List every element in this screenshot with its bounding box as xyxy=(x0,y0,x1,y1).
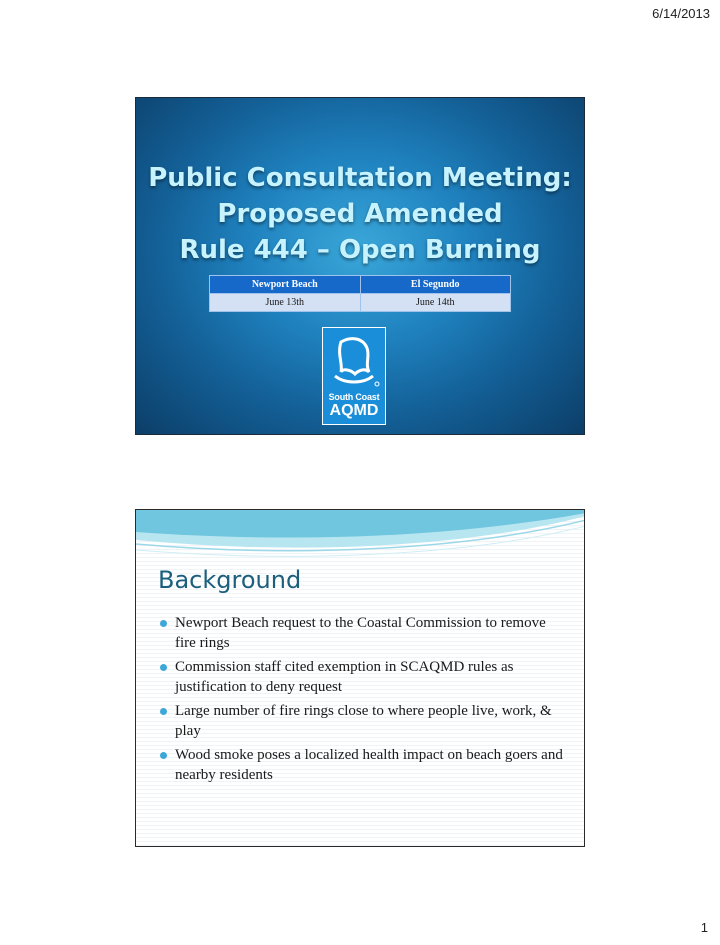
bullet-text: Commission staff cited exemption in SCAQMD rules as justification to deny request xyxy=(175,659,514,695)
bullet-dot-icon xyxy=(160,620,167,627)
bullet-dot-icon xyxy=(160,708,167,715)
bullet-dot-icon xyxy=(160,752,167,759)
bullet-item xyxy=(158,657,568,697)
bullet-list xyxy=(158,613,568,789)
meeting-schedule-table xyxy=(209,275,511,312)
title-line-3: Rule 444 – Open Burning xyxy=(179,235,541,265)
title-line-2: Proposed Amended xyxy=(217,199,503,229)
bullet-item xyxy=(158,745,568,785)
title-line-1: Public Consultation Meeting: xyxy=(148,163,572,193)
aqmd-bird-icon xyxy=(323,328,385,392)
bullet-text: Large number of fire rings close to where people live, work, & play xyxy=(175,703,552,739)
bullet-item xyxy=(158,613,568,653)
bullet-dot-icon xyxy=(160,664,167,671)
slide-background xyxy=(135,509,585,847)
bullet-text: Newport Beach request to the Coastal Commission to remove fire rings xyxy=(175,615,546,651)
bullet-text: Wood smoke poses a localized health impact on beach goers and nearby residents xyxy=(175,747,563,783)
page-date: 6/14/2013 xyxy=(652,6,710,21)
schedule-header-newport-beach: Newport Beach xyxy=(210,276,361,294)
slide-header-swoosh xyxy=(136,510,585,570)
page-number: 1 xyxy=(700,920,708,935)
schedule-date-el-segundo: June 14th xyxy=(360,294,511,312)
logo-text-south-coast: South Coast xyxy=(328,392,380,402)
schedule-header-row xyxy=(210,276,511,294)
logo-text-aqmd: AQMD xyxy=(329,402,379,419)
bullet-item xyxy=(158,701,568,741)
slide-heading: Background xyxy=(158,566,302,594)
schedule-header-el-segundo: El Segundo xyxy=(360,276,511,294)
aqmd-logo xyxy=(322,327,386,425)
schedule-date-newport-beach: June 13th xyxy=(210,294,361,312)
slide-title xyxy=(135,97,585,435)
schedule-date-row xyxy=(210,294,511,312)
slide-title-heading xyxy=(136,160,584,268)
